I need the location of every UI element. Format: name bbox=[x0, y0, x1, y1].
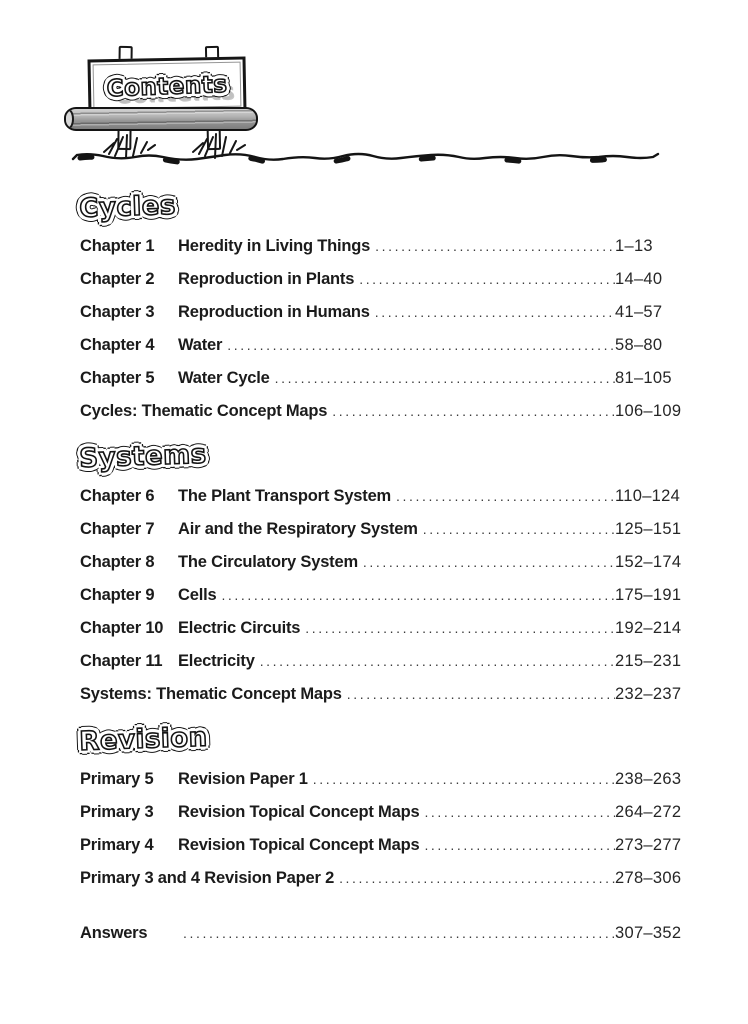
dot-leader bbox=[391, 480, 615, 513]
section-title-systems: Systems bbox=[78, 439, 208, 475]
entry-title: Reproduction in Plants bbox=[178, 270, 355, 288]
entry-label: Chapter 7 bbox=[80, 520, 155, 538]
entry-pages: 106–109 bbox=[615, 402, 682, 420]
entry-pages: 1–13 bbox=[615, 237, 653, 255]
entry-pages: 232–237 bbox=[615, 685, 682, 703]
grass-right-icon bbox=[188, 128, 246, 160]
entry-title: Water bbox=[178, 336, 223, 354]
dot-leader bbox=[300, 612, 615, 645]
entry-pages: 152–174 bbox=[615, 553, 682, 571]
entry-label: Chapter 10 bbox=[80, 619, 164, 637]
entry-pages: 278–306 bbox=[615, 869, 682, 887]
entry-pages: 215–231 bbox=[615, 652, 682, 670]
toc-entry bbox=[80, 678, 683, 711]
toc-entry bbox=[80, 612, 683, 645]
entry-title: The Circulatory System bbox=[178, 553, 358, 571]
toc-entry bbox=[80, 296, 683, 329]
dot-leader bbox=[358, 546, 615, 579]
entry-pages: 238–263 bbox=[615, 770, 682, 788]
dot-leader bbox=[178, 917, 615, 950]
dot-leader bbox=[418, 513, 615, 546]
entry-title: The Plant Transport System bbox=[178, 487, 392, 505]
entry-pages: 41–57 bbox=[615, 303, 663, 321]
page-title: Contents bbox=[106, 71, 228, 103]
toc-entry bbox=[80, 263, 683, 296]
entry-pages: 110–124 bbox=[615, 487, 681, 505]
entry-label: Chapter 4 bbox=[80, 336, 155, 354]
entry-label: Primary 3 bbox=[80, 803, 154, 821]
entry-title: Reproduction in Humans bbox=[178, 303, 370, 321]
entry-pages: 81–105 bbox=[615, 369, 672, 387]
toc-entry bbox=[80, 329, 683, 362]
dot-leader bbox=[419, 829, 615, 862]
dot-leader bbox=[334, 862, 615, 895]
dot-leader bbox=[342, 678, 615, 711]
entry-title: Revision Topical Concept Maps bbox=[178, 803, 420, 821]
dot-leader bbox=[255, 645, 615, 678]
dot-leader bbox=[327, 395, 615, 428]
toc-list bbox=[80, 192, 683, 950]
entry-title: Revision Paper 1 bbox=[178, 770, 308, 788]
toc-entry bbox=[80, 829, 683, 862]
entry-pages: 264–272 bbox=[615, 803, 682, 821]
entry-label: Chapter 8 bbox=[80, 553, 155, 571]
entry-title: Cycles: Thematic Concept Maps bbox=[80, 402, 328, 420]
entry-pages: 192–214 bbox=[615, 619, 682, 637]
entry-title: Primary 3 and 4 Revision Paper 2 bbox=[80, 869, 335, 887]
dot-leader bbox=[370, 296, 615, 329]
entry-title: Heredity in Living Things bbox=[178, 237, 371, 255]
section-title-revision: Revision bbox=[78, 722, 209, 758]
entry-pages: 58–80 bbox=[615, 336, 663, 354]
entry-title: Cells bbox=[178, 586, 217, 604]
dot-leader bbox=[222, 329, 615, 362]
dot-leader bbox=[370, 230, 615, 263]
entry-title: Systems: Thematic Concept Maps bbox=[80, 685, 342, 703]
dot-leader bbox=[216, 579, 615, 612]
toc-entry bbox=[80, 230, 683, 263]
entry-title: Water Cycle bbox=[178, 369, 270, 387]
entry-label: Chapter 3 bbox=[80, 303, 155, 321]
dot-leader bbox=[419, 796, 615, 829]
entry-label: Chapter 9 bbox=[80, 586, 155, 604]
answers-entry bbox=[80, 917, 683, 950]
toc-entry bbox=[80, 362, 683, 395]
toc-entry bbox=[80, 480, 683, 513]
wavy-divider bbox=[70, 148, 700, 166]
entry-label: Answers bbox=[80, 924, 148, 942]
entry-title: Electricity bbox=[178, 652, 255, 670]
entry-label: Chapter 6 bbox=[80, 487, 155, 505]
entry-pages: 273–277 bbox=[615, 836, 682, 854]
entry-title: Electric Circuits bbox=[178, 619, 301, 637]
dot-leader bbox=[354, 263, 615, 296]
dot-leader bbox=[308, 763, 615, 796]
entry-label: Chapter 1 bbox=[80, 237, 155, 255]
toc-entry bbox=[80, 579, 683, 612]
signboard bbox=[87, 56, 246, 114]
grass-left-icon bbox=[98, 130, 156, 160]
entry-label: Primary 4 bbox=[80, 836, 154, 854]
entry-title: Air and the Respiratory System bbox=[178, 520, 418, 538]
entry-label: Primary 5 bbox=[80, 770, 154, 788]
entry-pages: 175–191 bbox=[615, 586, 682, 604]
toc-entry bbox=[80, 645, 683, 678]
toc-entry bbox=[80, 763, 683, 796]
toc-entry bbox=[80, 546, 683, 579]
entry-label: Chapter 11 bbox=[80, 652, 163, 670]
entry-pages: 125–151 bbox=[615, 520, 682, 538]
entry-label: Chapter 5 bbox=[80, 369, 155, 387]
toc-entry bbox=[80, 395, 683, 428]
entry-title: Revision Topical Concept Maps bbox=[178, 836, 420, 854]
toc-entry bbox=[80, 796, 683, 829]
toc-entry bbox=[80, 513, 683, 546]
dot-leader bbox=[270, 362, 615, 395]
entry-label: Chapter 2 bbox=[80, 270, 155, 288]
section-title-cycles: Cycles bbox=[78, 190, 177, 225]
entry-pages: 307–352 bbox=[615, 924, 682, 942]
entry-pages: 14–40 bbox=[615, 270, 663, 288]
toc-entry bbox=[80, 862, 683, 895]
